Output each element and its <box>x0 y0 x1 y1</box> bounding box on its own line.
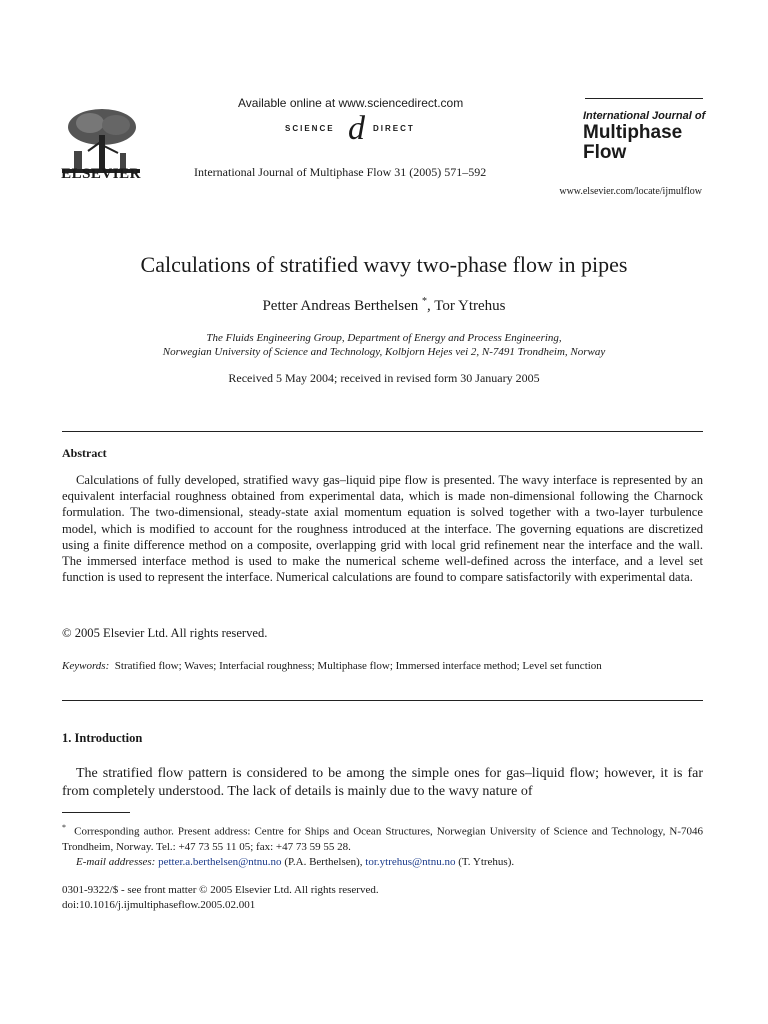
introduction-text: The stratified flow pattern is considered to be among the simple ones for gas–liquid flow; however, it is far from completely understood. The lack of details is mainly due to the wavy nature of <box>62 766 703 799</box>
footnote-mark: * <box>62 823 66 832</box>
email-footnote <box>62 855 703 870</box>
abstract-copyright: © 2005 Elsevier Ltd. All rights reserved. <box>62 626 268 640</box>
journal-brand-line2: Multiphase <box>583 122 683 143</box>
abstract-text: Calculations of fully developed, stratified wavy gas–liquid pipe flow is presented. The wavy interface is represented by an equivalent interfacial roughness obtained from experimental data, which is made non-dimensional following the Charnock formulation. The two-dimensional, steady-state axial momentum equation is solved together with a two-layer turbulence model, which is modified to account for the roughness introduced at the interface. The governing equations are discretized using a finite difference method on a composite, overlapping grid with local grid refinement near the interface and the wall. The immersed interface method is used to make the numerical scheme well-defined across the interface, and a level set function is used to represent the interface. Numerical calculations are found to compare satisfactorily with experimental data. <box>62 473 703 585</box>
email-link-berthelsen[interactable]: petter.a.berthelsen@ntnu.no <box>158 855 282 868</box>
email2-owner: (T. Ytrehus). <box>455 855 515 868</box>
author-list <box>0 296 768 315</box>
abstract-top-rule <box>62 431 703 432</box>
affiliation-line2: Norwegian University of Science and Technology, Kolbjorn Hejes vei 2, N-7491 Trondheim, Norway <box>162 346 606 358</box>
abstract-bottom-rule <box>62 700 703 701</box>
journal-brand-line3: Flow <box>583 142 627 163</box>
corresponding-author-mark[interactable]: * <box>422 296 427 307</box>
abstract-heading: Abstract <box>62 446 107 460</box>
corresponding-text: Corresponding author. Present address: Centre for Ships and Ocean Structures, Norwegian University of Science and Technology, N-7046 Trondheim, Norway. Tel.: +47 73 55 11 05; fax: +47 73 59 55 28. <box>62 825 703 853</box>
footnote <box>62 820 703 870</box>
keywords-label: Keywords: <box>62 660 110 672</box>
article-title: Calculations of stratified wavy two-phase flow in pipes <box>140 252 628 277</box>
introduction-body <box>62 765 703 801</box>
email-label: E-mail addresses: <box>76 855 156 868</box>
front-matter <box>62 883 379 913</box>
brand-rule <box>585 98 703 99</box>
keywords <box>62 659 703 673</box>
email-link-ytrehus[interactable]: tor.ytrehus@ntnu.no <box>365 855 456 868</box>
keywords-list: Stratified flow; Waves; Interfacial roughness; Multiphase flow; Immersed interface method; Level set function <box>114 660 602 672</box>
affiliation <box>0 331 768 359</box>
email1-owner: (P.A. Berthelsen), <box>281 855 366 868</box>
issn-line: 0301-9322/$ - see front matter © 2005 Elsevier Ltd. All rights reserved. <box>62 884 379 896</box>
corresponding-footnote <box>62 820 703 855</box>
footnote-rule <box>62 812 130 813</box>
science-direct-right: DIRECT <box>373 124 415 133</box>
author-2[interactable]: , Tor Ytrehus <box>427 298 506 314</box>
doi-line[interactable]: doi:10.1016/j.ijmultiphaseflow.2005.02.001 <box>62 899 256 911</box>
received-dates: Received 5 May 2004; received in revised form 30 January 2005 <box>228 371 540 385</box>
available-online-text: Available online at www.sciencedirect.com <box>238 96 464 110</box>
publisher-name: ELSEVIER <box>61 166 141 182</box>
author-1[interactable]: Petter Andreas Berthelsen <box>262 298 419 314</box>
section-heading-introduction: 1. Introduction <box>62 731 143 745</box>
science-direct-logo <box>285 110 485 147</box>
affiliation-line1: The Fluids Engineering Group, Department of Energy and Process Engineering, <box>206 332 562 344</box>
science-direct-left: SCIENCE <box>285 124 335 133</box>
journal-brand <box>583 110 713 162</box>
science-direct-mark: d <box>348 110 365 147</box>
journal-homepage[interactable]: www.elsevier.com/locate/ijmulflow <box>559 186 702 197</box>
journal-brand-line1: International Journal of <box>583 110 706 122</box>
abstract-body <box>62 472 703 585</box>
journal-citation: International Journal of Multiphase Flow 31 (2005) 571–592 <box>194 165 487 179</box>
